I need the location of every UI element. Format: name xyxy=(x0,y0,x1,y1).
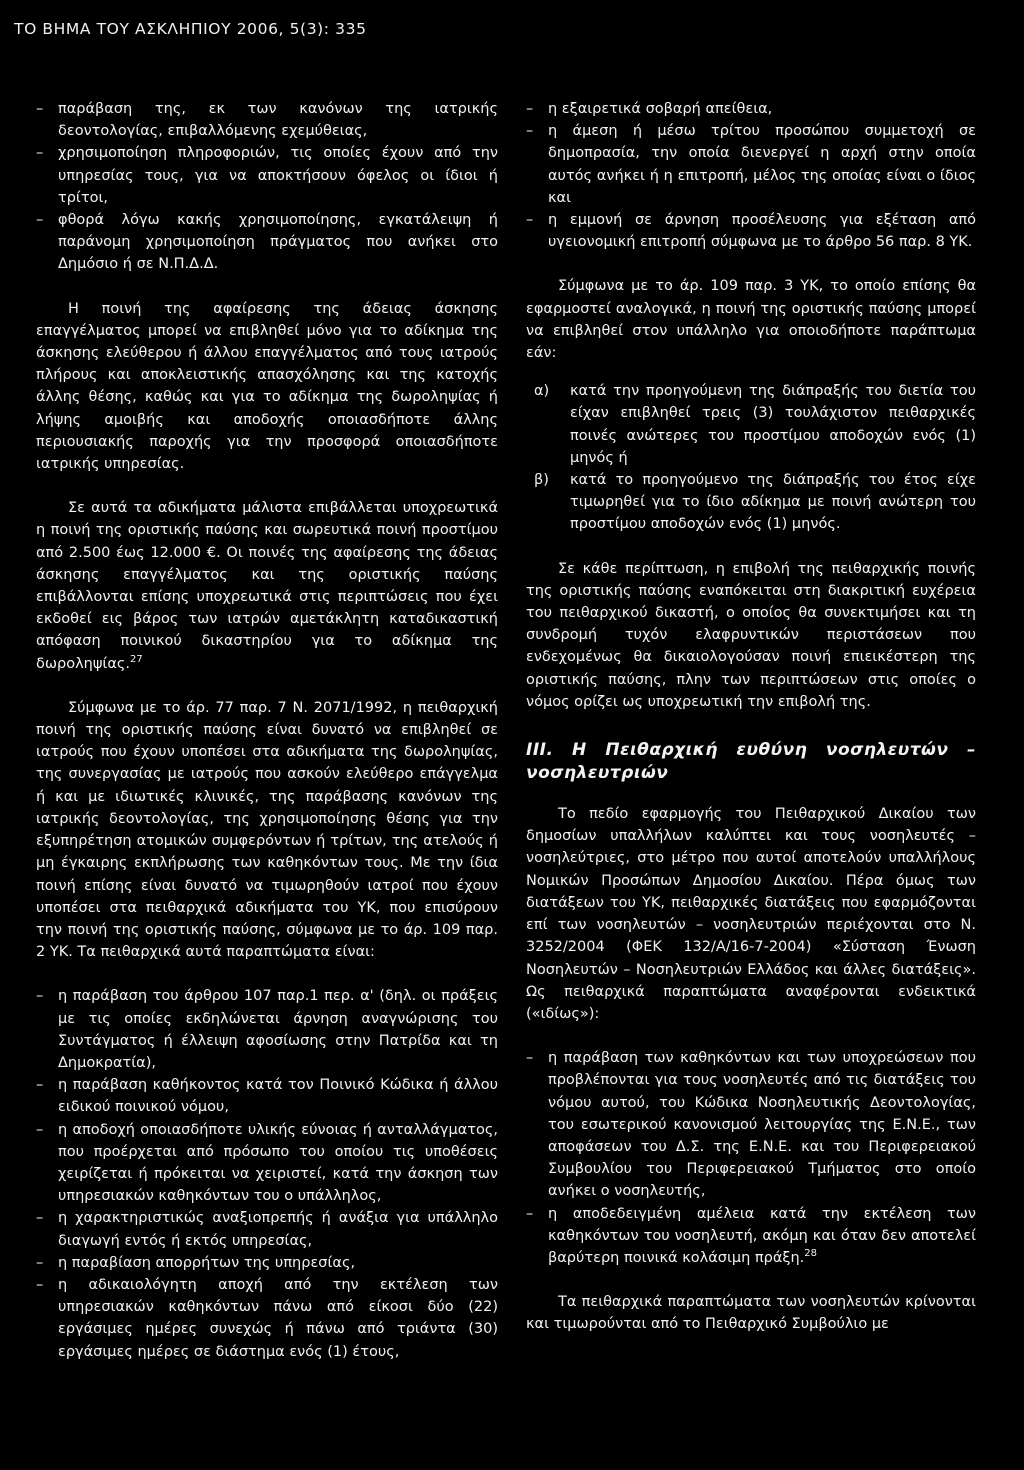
list-item-text: η αποδεδειγμένη αμέλεια κατά την εκτέλεση των καθηκόντων του νοσηλευτή, ακόμη και όταν δεν αποτελεί βαρύτερη ποινικά κολάσιμη πράξη. xyxy=(548,1205,976,1266)
list-item xyxy=(526,469,976,536)
footnote-ref: 27 xyxy=(130,653,143,665)
list-item: – η αδικαιολόγητη αποχή από την εκτέλεση των υπηρεσιακών καθηκόντων πάνω από είκοσι δύο (22) εργάσιμες ημέρες συνεχώς ή πάνω από τριάντα (30) εργάσιμες ημέρες σε διάστημα ενός (1) έτους, xyxy=(36,1274,498,1363)
right-column xyxy=(526,98,976,1336)
list-marker: α) xyxy=(534,383,550,400)
list-item: – η παράβαση του άρθρου 107 παρ.1 περ. α' (δηλ. οι πράξεις με τις οποίες εκδηλώνεται άρνηση αναγνώρισης του Συντάγματος ή έλλειψη αφοσίωσης στην Πατρίδα και τη Δημοκρατία), xyxy=(36,985,498,1074)
list-item: – η εμμονή σε άρνηση προσέλευσης για εξέταση από υγειονομική επιτροπή σύμφωνα με το άρθρο 56 παρ. 8 ΥΚ. xyxy=(526,209,976,253)
paragraph: Σε κάθε περίπτωση, η επιβολή της πειθαρχικής ποινής της οριστικής παύσης εναπόκειται στη διακριτική ευχέρεια του πειθαρχικού δικαστή, ο οποίος θα συνεκτιμήσει και τη συνδρομή τυχόν ελαφρυντικών περιστάσεων που ενδεχομένως θα δικαιολογούσαν ποινή επιεικέστερη της οριστικής παύσης, πλην των περιπτώσεων στις οποίες ο νόμος ορίζει ως υποχρεωτική την επιβολή της. xyxy=(526,560,976,710)
list-item: – η χαρακτηριστικώς αναξιοπρεπής ή ανάξια για υπάλληλο διαγωγή εντός ή εκτός υπηρεσίας, xyxy=(36,1207,498,1251)
paragraph: Τα πειθαρχικά παραπτώματα των νοσηλευτών κρίνονται και τιμωρούνται από το Πειθαρχικό Συμβούλιο με xyxy=(526,1294,976,1333)
list-item: – η άμεση ή μέσω τρίτου προσώπου συμμετοχή σε δημοπρασία, την οποία διενεργεί η αρχή στην οποία αυτός ανήκει ή η επιτροπή, μέλος της οποίας είναι ο ίδιος και xyxy=(526,120,976,209)
list-item: – χρησιμοποίηση πληροφοριών, τις οποίες έχουν από την υπηρεσίας τους, για να αποκτήσουν όφελος οι ίδιοι ή τρίτοι, xyxy=(36,142,498,209)
paragraph: Σύμφωνα με το άρ. 109 παρ. 3 ΥΚ, το οποίο επίσης θα εφαρμοστεί αναλογικά, η ποινή της οριστικής παύσης μπορεί να επιβληθεί στον υπάλληλο για οποιοδήποτε παράπτωμα εάν: xyxy=(526,278,976,362)
paragraph: Η ποινή της αφαίρεσης της άδειας άσκησης επαγγέλματος μπορεί να επιβληθεί μόνο για το αδίκημα της άσκησης ελεύθερου ή άλλου επαγγέλματος από τους ιατρούς πλήρους και αποκλειστικής απασχόλησης και της κατοχής άλλης θέσης, καθώς και για το αδίκημα της δωροληψίας ή λήψης αμοιβής και αποδοχής οποιασδήποτε άλλης περιουσιακής παροχής για την προσφορά οποιασδήποτε ιατρικής υπηρεσίας. xyxy=(36,300,498,473)
section-heading: ΙΙΙ. Η Πειθαρχική ευθύνη νοσηλευτών – νοσηλευτριών xyxy=(526,740,976,784)
running-head: ΤΟ ΒΗΜΑ ΤΟΥ ΑΣΚΛΗΠΙΟΥ 2006, 5(3): 335 xyxy=(14,20,367,38)
left-column xyxy=(36,98,498,1363)
footnote-ref: 28 xyxy=(804,1248,817,1260)
list-item xyxy=(526,1203,976,1270)
list-item: – η παράβαση των καθηκόντων και των υποχρεώσεων που προβλέπονται για τους νοσηλευτές από τις διατάξεις του νόμου αυτού, του Κώδικα Νοσηλευτικής Δεοντολογίας, του εσωτερικού κανονισμού λειτουργίας της Ε.Ν.Ε., των αποφάσεων του Δ.Σ. της Ε.Ν.Ε. και του Περιφερειακού Συμβουλίου του Περιφερειακού Τμήματος στο οποίο ανήκει ο νοσηλευτής, xyxy=(526,1047,976,1202)
list-item: – η εξαιρετικά σοβαρή απείθεια, xyxy=(526,98,976,120)
condition-list xyxy=(526,380,976,535)
offence-list-2 xyxy=(36,985,498,1362)
list-item: – η παράβαση καθήκοντος κατά τον Ποινικό Κώδικα ή άλλου ειδικού ποινικού νόμου, xyxy=(36,1074,498,1118)
offence-list-3 xyxy=(526,98,976,253)
paragraph xyxy=(36,497,498,675)
list-item xyxy=(526,380,976,469)
list-item: – η αποδοχή οποιασδήποτε υλικής εύνοιας ή ανταλλάγματος, που προέρχεται από πρόσωπο του οποίου τις υποθέσεις χειρίζεται ή πρόκειται να χειριστεί, κατά την άσκηση των υπηρεσιακών καθηκόντων του ο υπάλληλος, xyxy=(36,1119,498,1208)
paragraph: Σύμφωνα με το άρ. 77 παρ. 7 Ν. 2071/1992, η πειθαρχική ποινή της οριστικής παύσης είναι δυνατό να επιβληθεί σε ιατρούς που έχουν υποπέσει στα αδικήματα της δωροληψίας, της συνεργασίας με ιατρούς που ασκούν ελεύθερο επάγγελμα ή και με ιδιωτικές κλινικές, της παράβασης κανόνων της ιατρικής δεοντολογίας, της χρησιμοποίησης θέσης για την εξυπηρέτηση ατομικών συμφερόντων ή τρίτων, της ατελούς ή μη έγκαιρης εκπλήρωσης των καθηκόντων τους. Με την ίδια ποινή επίσης είναι δυνατό να τιμωρηθούν ιατροί που έχουν υποπέσει στα πειθαρχικά αδικήματα του ΥΚ, που επισύρουν την ποινή της οριστικής παύσης, σύμφωνα με το άρ. 109 παρ. 2 ΥΚ. Τα πειθαρχικά αυτά παραπτώματα είναι: xyxy=(36,699,498,961)
paragraph: Το πεδίο εφαρμογής του Πειθαρχικού Δικαίου των δημοσίων υπαλλήλων καλύπτει και τους νοσηλευτές – νοσηλεύτριες, στο μέτρο που αυτοί αποτελούν υπαλλήλους Νομικών Προσώπων Δημοσίου Δικαίου. Πέρα όμως των διατάξεων του ΥΚ, πειθαρχικές διατάξεις που εφαρμόζονται επί των νοσηλευτών – νοσηλευτριών περιέχονται στο Ν. 3252/2004 (ΦΕΚ 132/Α/16-7-2004) «Σύσταση Ένωση Νοσηλευτών – Νοσηλευτριών Ελλάδος και άλλες διατάξεις». Ως πειθαρχικά παραπτώματα αναφέρονται ενδεικτικά («ιδίως»): xyxy=(526,806,976,1022)
list-item-text: κατά την προηγούμενη της διάπραξής του διετία του είχαν επιβληθεί τρεις (3) τουλάχιστον πειθαρχικές ποινές ανώτερες του προστίμου αποδοχών ενός (1) μηνός ή xyxy=(570,383,976,466)
offence-list-4 xyxy=(526,1047,976,1269)
list-marker: β) xyxy=(534,472,549,489)
paragraph-text: Σε αυτά τα αδικήματα μάλιστα επιβάλλεται υποχρεωτικά η ποινή της οριστικής παύσης και σωρευτικά ποινή προστίμου από 2.500 έως 12.000 €. Οι ποινές της αφαίρεσης της άδειας άσκησης επαγγέλματος και της οριστικής παύσης επιβάλλονται επίσης υποχρεωτικά στις περιπτώσεις που έχει εκδοθεί εις βάρος των ιατρών αμετάκλητη καταδικαστική απόφαση ποινικού δικαστηρίου για το αδίκημα της δωροληψίας. xyxy=(36,500,498,672)
offence-list-1 xyxy=(36,98,498,276)
list-item-text: κατά το προηγούμενο της διάπραξής του έτος είχε τιμωρηθεί για το ίδιο αδίκημα με ποινή ανώτερη του προστίμου αποδοχών ενός (1) μηνός. xyxy=(570,472,976,533)
list-item: – παράβαση της, εκ των κανόνων της ιατρικής δεοντολογίας, επιβαλλόμενης εχεμύθειας, xyxy=(36,98,498,142)
list-item: – φθορά λόγω κακής χρησιμοποίησης, εγκατάλειψη ή παράνομη χρησιμοποίηση πράγματος που ανήκει στο Δημόσιο ή σε Ν.Π.Δ.Δ. xyxy=(36,209,498,276)
list-item: – η παραβίαση απορρήτων της υπηρεσίας, xyxy=(36,1252,498,1274)
